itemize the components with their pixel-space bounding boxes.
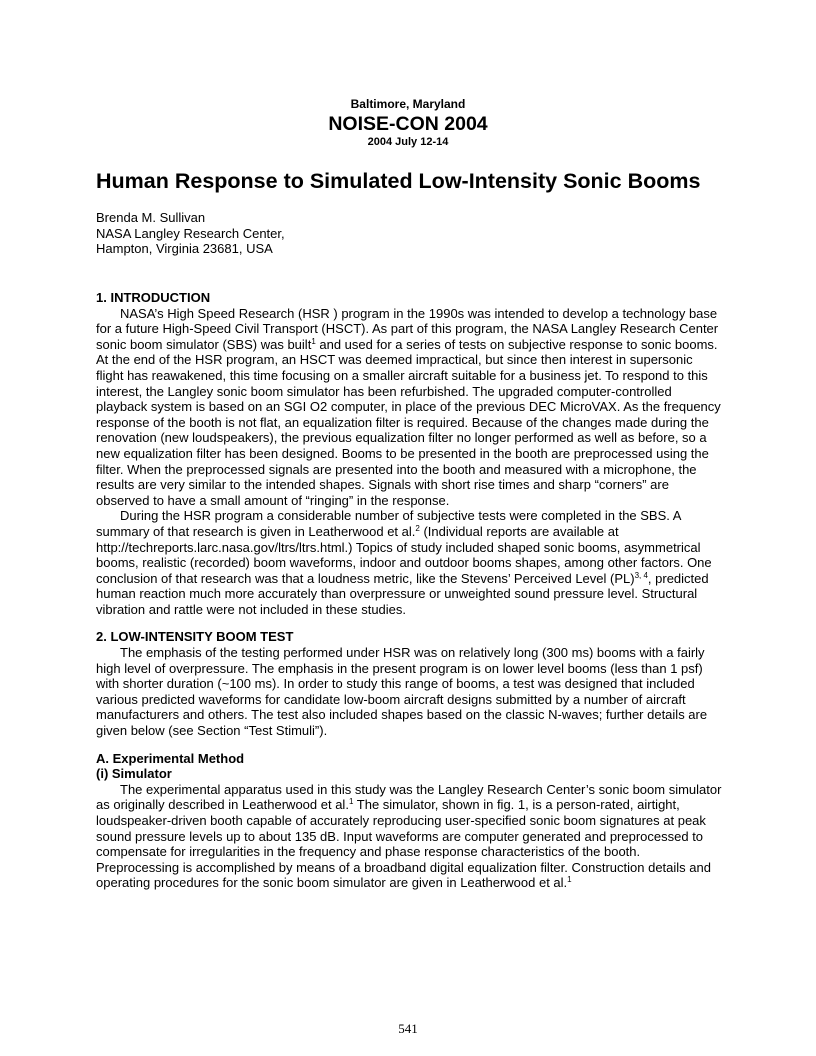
subsection-heading-simulator: (i) Simulator xyxy=(96,766,172,782)
reference-superscript: 1 xyxy=(348,797,354,807)
intro-p2-text-b: (Individual reports are available at http://techreports.larc.nasa.gov/ltrs/ltrs.html.) Topics of study included shaped sonic booms, asymmetrical booms, realistic (recorded) boom waveforms, indoor and outdoor booms shapes, among other factors. One conclusion of that research was that a loudness metric, like the Stevens’ Perceived Level (PL) xyxy=(96,523,712,586)
author-affiliation: NASA Langley Research Center, xyxy=(96,225,285,241)
reference-superscript: 3, 4 xyxy=(634,570,648,580)
reference-superscript: 2 xyxy=(415,523,420,533)
paper-title: Human Response to Simulated Low-Intensity Sonic Booms xyxy=(96,169,701,193)
reference-superscript: 1 xyxy=(311,336,316,346)
intro-paragraph-2 xyxy=(96,508,722,617)
conference-date: 2004 July 12-14 xyxy=(367,136,449,148)
paper-body xyxy=(96,290,722,891)
simulator-p1-text-b: The simulator, shown in fig. 1, is a person-rated, airtight, loudspeaker-driven booth capable of accurately reproducing user-specified sonic boom signatures at peak sound pressure levels up to about 135 dB. Input waveforms are computer generated and preprocessed to compensate for irregularities in the frequency and phase response characteristics of the booth. Preprocessing is accomplished by means of a broadband digital equalization filter. Construction details and operating procedures for the sonic boom simulator are given in Leatherwood et al. xyxy=(96,797,711,891)
simulator-p1-text-a: The experimental apparatus used in this study was the Langley Research Center’s sonic boom simulator as originally described in Leatherwood et al. xyxy=(96,781,722,813)
intro-p1-text-b: and used for a series of tests on subjective response to sonic booms. At the end of the HSR program, an HSCT was deemed impractical, but since then interest in supersonic flight has reawakened, this time focusing on a smaller aircraft suitable for a business jet. To respond to this interest, the Langley sonic boom simulator has been refurbished. The upgraded computer-controlled playback system is based on an SGI O2 computer, in place of the previous DEC MicroVAX. As the frequency response of the booth is not flat, an equalization filter is required. Because of the changes made during the renovation (new loudspeakers), the previous equalization filter no longer performed as well as before, so a new equalization filter has been designed. Booms to be presented in the booth are preprocessed using the filter. When the preprocessed signals are presented into the booth and measured with a microphone, the results are very similar to the intended shapes. Signals with short rise times and sharp “corners” are observed to have a small amount of “ringing” in the response. xyxy=(96,336,721,508)
conference-location: Baltimore, Maryland xyxy=(350,97,466,111)
author-name: Brenda M. Sullivan xyxy=(96,210,206,225)
boom-test-paragraph-1: The emphasis of the testing performed under HSR was on relatively long (300 ms) booms with a fairly high level of overpressure. The emphasis in the present program is on lower level booms (less than 1 psf) with shorter duration (~100 ms). In order to study this range of booms, a test was designed that included various predicted waveforms for candidate low-boom aircraft designs submitted by a number of aircraft manufacturers and others. The test also included shapes based on the classic N-waves; further details are given below (see Section “Test Stimuli”). xyxy=(96,645,708,739)
intro-p1-text-a: NASA’s High Speed Research (HSR ) program in the 1990s was intended to develop a technology base for a future High-Speed Civil Transport (HSCT). As part of this program, the NASA Langley Research Center sonic boom simulator (SBS) was built xyxy=(96,305,719,352)
reference-superscript: 1 xyxy=(567,875,572,885)
section-heading-boom-test: 2. LOW-INTENSITY BOOM TEST xyxy=(96,629,294,645)
intro-paragraph-1 xyxy=(96,306,722,509)
intro-p2-text-a: During the HSR program a considerable number of subjective tests were completed in the SBS. A summary of that research is given in Leatherwood et al. xyxy=(96,508,681,539)
intro-p2-text-c: , predicted human reaction much more accurately than overpressure or unweighted sound pressure level. Structural vibration and rattle were not included in these studies. xyxy=(96,570,709,617)
author-block xyxy=(96,210,285,257)
section-heading-introduction: 1. INTRODUCTION xyxy=(96,290,211,305)
conference-name: NOISE-CON 2004 xyxy=(328,113,488,135)
simulator-paragraph-1 xyxy=(96,782,722,891)
author-address: Hampton, Virginia 23681, USA xyxy=(96,241,273,257)
page-number: 541 xyxy=(398,1021,418,1036)
subsection-heading-experimental-method: A. Experimental Method xyxy=(96,750,245,766)
